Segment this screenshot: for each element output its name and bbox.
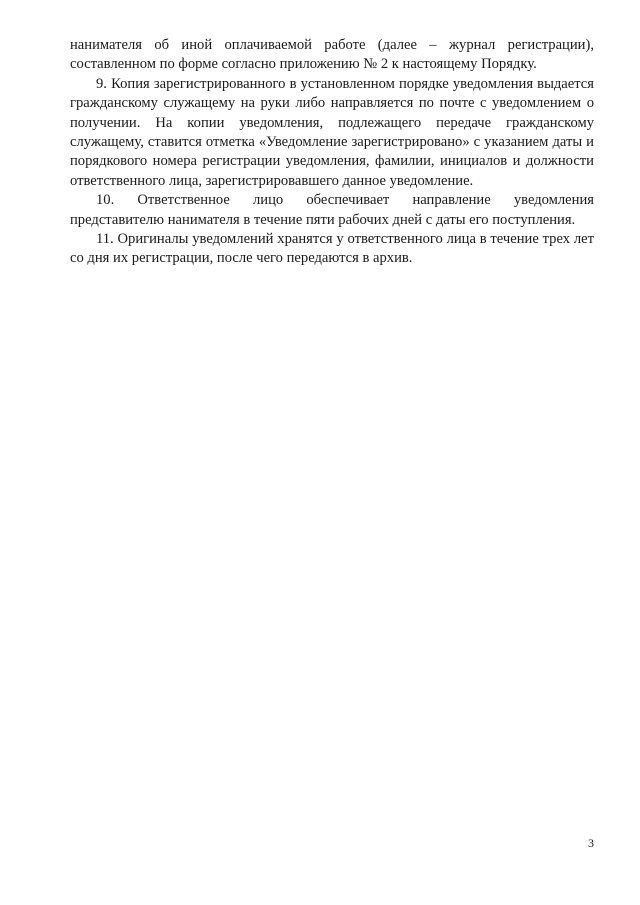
page-number: 3 <box>588 836 594 850</box>
paragraph-item-10: 10. Ответственное лицо обеспечивает направление уведомления представителю нанимателя в течение пяти рабочих дней с даты его поступления. <box>70 192 594 228</box>
document-body <box>70 36 594 269</box>
paragraph-item-11: 11. Оригиналы уведомлений хранятся у ответственного лица в течение трех лет со дня их регистрации, после чего передаются в архив. <box>70 231 594 267</box>
paragraph-continuation: нанимателя об иной оплачиваемой работе (далее – журнал регистрации), составленном по форме согласно приложению № 2 к настоящему Порядку. <box>70 37 594 73</box>
paragraph-item-9: 9. Копия зарегистрированного в установленном порядке уведомления выдается гражданскому служащему на руки либо направляется по почте с уведомлением о получении. На копии уведомления, подлежащего передаче гражданскому служащему, ставится отметка «Уведомление зарегистрировано» с указанием даты и порядкового номера регистрации уведомления, фамилии, инициалов и должности ответственного лица, зарегистрировавшего данное уведомление. <box>70 75 594 189</box>
